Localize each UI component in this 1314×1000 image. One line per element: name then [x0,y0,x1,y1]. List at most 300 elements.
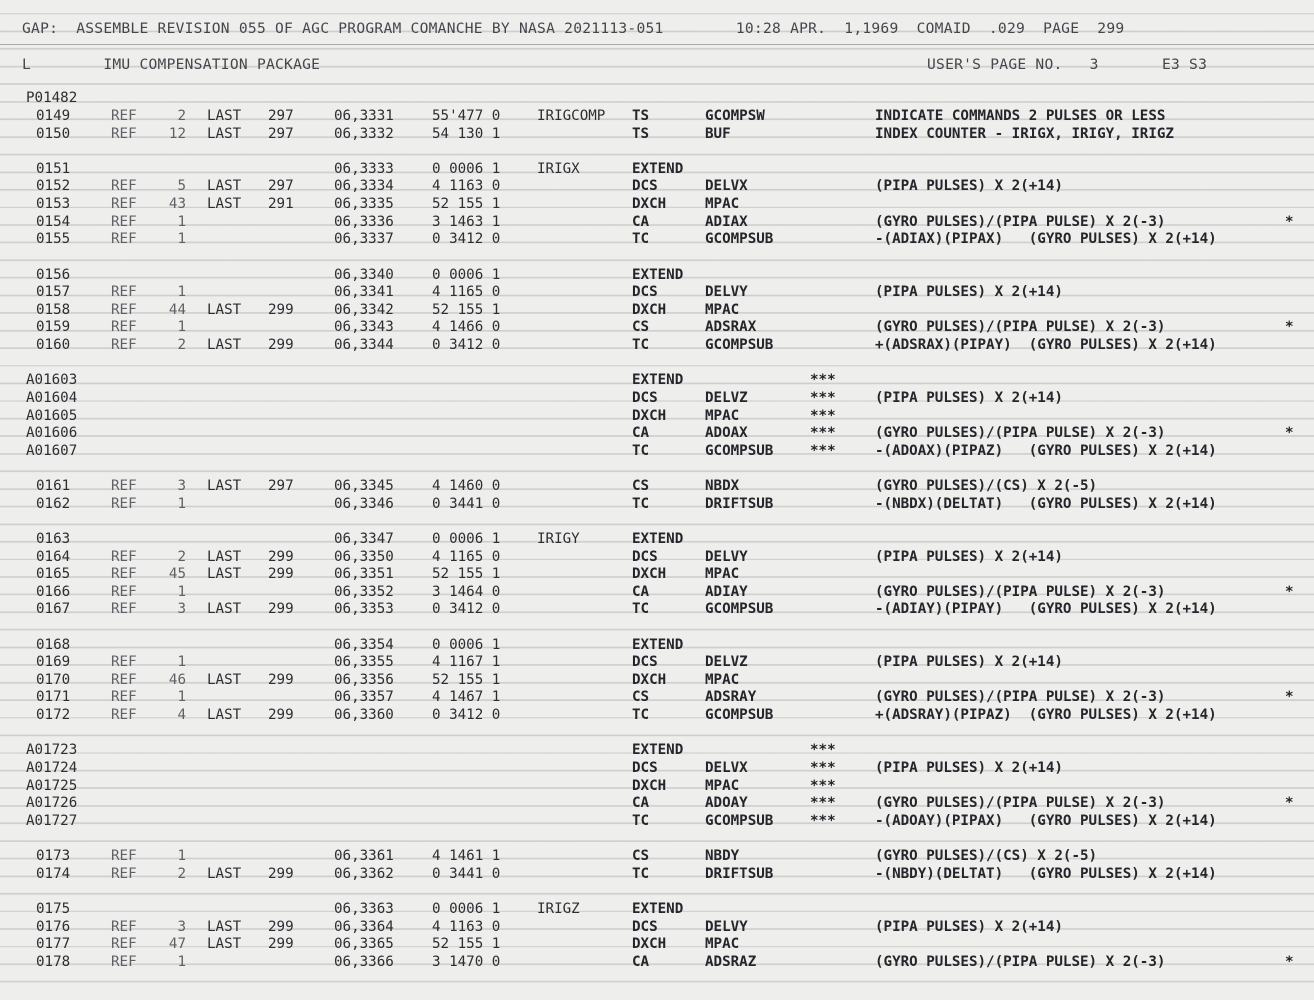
ref-count: 2 [177,548,186,565]
ref-label: REF [111,918,137,935]
line-number: 0151 [36,160,71,177]
symbol-label: IRIGCOMP [537,108,606,124]
ref-count: 1 [177,848,186,865]
opcode: TS [632,125,650,142]
octal-word: 3 1464 0 [432,583,501,600]
flag-marks: *** [810,442,836,459]
address: 06,3336 [334,213,394,230]
comment: (PIPA PULSES) X 2(+14) [875,759,1063,776]
opcode: CA [632,213,650,230]
last-label: LAST [207,936,242,953]
address: 06,3356 [334,671,394,688]
alteration-id: A01606 [26,425,78,442]
listing-row [0,689,1314,707]
address: 06,3364 [334,918,394,935]
operand: DELVZ [705,389,748,406]
last-label: LAST [207,337,242,354]
operand: NBDX [705,478,740,495]
operand: DRIFTSUB [705,495,774,512]
line-number: 0155 [36,231,71,248]
operand: DELVX [705,178,748,195]
octal-word: 4 1467 1 [432,689,501,706]
ref-label: REF [111,865,137,882]
opcode: CS [632,689,650,706]
operand: MPAC [705,301,740,318]
last-label: LAST [207,566,242,583]
listing-row [0,178,1314,196]
listing-row [0,954,1314,972]
ref-count: 46 [168,671,186,688]
alteration-id: A01726 [26,795,78,812]
octal-word: 0 0006 1 [432,530,501,547]
flag-marks: *** [810,372,836,389]
last-page: 297 [268,178,294,195]
ref-label: REF [111,108,137,124]
blank-row [0,619,1314,637]
octal-word: 0 3412 0 [432,231,501,248]
ref-count: 44 [168,301,186,318]
flag-marks: *** [810,759,836,776]
operand: ADSRAX [705,319,757,336]
octal-word: 4 1466 0 [432,319,501,336]
listing-row [0,531,1314,549]
operand: GCOMPSUB [705,442,774,459]
continuation-star: * [1285,319,1294,336]
ref-count: 3 [177,601,186,618]
address: 06,3337 [334,231,394,248]
line-number: 0165 [36,566,71,583]
ref-label: REF [111,301,137,318]
address: 06,3355 [334,654,394,671]
continuation-star: * [1285,583,1294,600]
line-number: 0157 [36,284,71,301]
section-id: P01482 [26,90,78,106]
address: 06,3362 [334,865,394,882]
line-number: 0162 [36,495,71,512]
listing-row [0,126,1314,144]
opcode: DCS [632,548,658,565]
ref-count: 1 [177,953,186,970]
operand: MPAC [705,671,740,688]
octal-word: 0 3441 0 [432,495,501,512]
opcode: CS [632,478,650,495]
alteration-row [0,390,1314,408]
line-number: 0166 [36,583,71,600]
ref-count: 1 [177,495,186,512]
octal-word: 0 3412 0 [432,601,501,618]
address: 06,3351 [334,566,394,583]
comment: -(ADOAX)(PIPAZ) (GYRO PULSES) X 2(+14) [875,442,1217,459]
listing-row [0,901,1314,919]
opcode: TC [632,495,650,512]
alteration-id: A01723 [26,742,78,759]
opcode: DCS [632,759,658,776]
operand: ADIAX [705,213,748,230]
ref-label: REF [111,337,137,354]
opcode: TS [632,108,650,124]
listing-row [0,302,1314,320]
last-label: LAST [207,671,242,688]
opcode: DXCH [632,777,667,794]
ref-count: 4 [177,707,186,724]
ref-count: 2 [177,337,186,354]
blank-row [0,725,1314,743]
alteration-row [0,425,1314,443]
opcode: EXTEND [632,530,684,547]
octal-word: 54 130 1 [432,125,501,142]
octal-word: 4 1163 0 [432,918,501,935]
line-number: 0152 [36,178,71,195]
line-number: 0177 [36,936,71,953]
address: 06,3345 [334,478,394,495]
listing-row [0,601,1314,619]
last-label: LAST [207,707,242,724]
line-number: 0173 [36,848,71,865]
ref-label: REF [111,125,137,142]
operand: GCOMPSUB [705,337,774,354]
address: 06,3334 [334,178,394,195]
operand: ADOAX [705,425,748,442]
ref-count: 5 [177,178,186,195]
line-number: 0159 [36,319,71,336]
comment: (GYRO PULSES)/(PIPA PULSE) X 2(-3) [875,795,1166,812]
address: 06,3360 [334,707,394,724]
last-page: 291 [268,196,294,213]
alteration-id: A01607 [26,442,78,459]
operand: BUF [705,125,731,142]
opcode: EXTEND [632,900,684,917]
ref-count: 1 [177,213,186,230]
last-page: 299 [268,936,294,953]
listing-row [0,848,1314,866]
operand: DRIFTSUB [705,865,774,882]
listing-row [0,267,1314,285]
last-label: LAST [207,548,242,565]
comment: INDICATE COMMANDS 2 PULSES OR LESS [875,108,1166,124]
symbol-label: IRIGX [537,160,580,177]
continuation-star: * [1285,795,1294,812]
octal-word: 0 3412 0 [432,707,501,724]
opcode: EXTEND [632,636,684,653]
ref-count: 2 [177,865,186,882]
octal-word: 52 155 1 [432,196,501,213]
address: 06,3363 [334,900,394,917]
listing-row [0,654,1314,672]
line-number: 0172 [36,707,71,724]
flag-marks: *** [810,795,836,812]
flag-marks: *** [810,407,836,424]
comment: (GYRO PULSES)/(PIPA PULSE) X 2(-3) [875,583,1166,600]
opcode: DCS [632,389,658,406]
last-label: LAST [207,125,242,142]
listing-row [0,478,1314,496]
line-number: 0175 [36,900,71,917]
listing-row [0,637,1314,655]
comment: (GYRO PULSES)/(PIPA PULSE) X 2(-3) [875,425,1166,442]
operand: DELVY [705,548,748,565]
last-label: LAST [207,865,242,882]
listing-row [0,108,1314,126]
address: 06,3346 [334,495,394,512]
section-id-row [0,90,1314,108]
opcode: DCS [632,284,658,301]
line-number: 0167 [36,601,71,618]
ref-label: REF [111,495,137,512]
address: 06,3335 [334,196,394,213]
last-page: 297 [268,125,294,142]
comment: +(ADSRAY)(PIPAZ) (GYRO PULSES) X 2(+14) [875,707,1217,724]
comment: -(ADOAY)(PIPAX) (GYRO PULSES) X 2(+14) [875,812,1217,829]
comment: (PIPA PULSES) X 2(+14) [875,548,1063,565]
section-header-title: L IMU COMPENSATION PACKAGE [22,56,321,73]
symbol-label: IRIGY [537,530,580,547]
listing-row [0,707,1314,725]
ref-count: 1 [177,654,186,671]
last-page: 299 [268,548,294,565]
line-number: 0153 [36,196,71,213]
address: 06,3352 [334,583,394,600]
comment: INDEX COUNTER - IRIGX, IRIGY, IRIGZ [875,125,1174,142]
comment: -(ADIAX)(PIPAX) (GYRO PULSES) X 2(+14) [875,231,1217,248]
ref-label: REF [111,671,137,688]
last-page: 299 [268,918,294,935]
operand: GCOMPSUB [705,231,774,248]
address: 06,3347 [334,530,394,547]
opcode: CA [632,795,650,812]
line-number: 0161 [36,478,71,495]
comment: (GYRO PULSES)/(CS) X 2(-5) [875,478,1098,495]
line-number: 0150 [36,125,71,142]
flag-marks: *** [810,389,836,406]
user-page-number: USER'S PAGE NO. 3 E3 S3 [927,56,1208,73]
opcode: EXTEND [632,372,684,389]
octal-word: 4 1165 0 [432,548,501,565]
ref-label: REF [111,936,137,953]
line-number: 0160 [36,337,71,354]
blank-row [0,830,1314,848]
alteration-id: A01604 [26,389,78,406]
octal-word: 4 1460 0 [432,478,501,495]
ref-label: REF [111,953,137,970]
operand: ADSRAZ [705,953,757,970]
address: 06,3331 [334,108,394,124]
opcode: DXCH [632,301,667,318]
ref-label: REF [111,654,137,671]
operand: MPAC [705,196,740,213]
last-page: 299 [268,865,294,882]
opcode: TC [632,442,650,459]
octal-word: 0 0006 1 [432,266,501,283]
listing-row [0,196,1314,214]
alteration-row [0,372,1314,390]
alteration-id: A01724 [26,759,78,776]
opcode: DXCH [632,671,667,688]
opcode: TC [632,865,650,882]
ref-count: 1 [177,689,186,706]
listing-row [0,337,1314,355]
operand: DELVZ [705,654,748,671]
flag-marks: *** [810,742,836,759]
alteration-id: A01603 [26,372,78,389]
line-number: 0164 [36,548,71,565]
ref-count: 1 [177,583,186,600]
comment: (PIPA PULSES) X 2(+14) [875,389,1063,406]
last-label: LAST [207,601,242,618]
address: 06,3353 [334,601,394,618]
operand: MPAC [705,936,740,953]
octal-word: 3 1463 1 [432,213,501,230]
ref-count: 1 [177,284,186,301]
address: 06,3333 [334,160,394,177]
line-number: 0170 [36,671,71,688]
last-page: 299 [268,337,294,354]
ref-label: REF [111,548,137,565]
operand: GCOMPSUB [705,601,774,618]
last-label: LAST [207,178,242,195]
blank-row [0,883,1314,901]
octal-word: 52 155 1 [432,301,501,318]
operand: ADOAY [705,795,748,812]
octal-word: 0 3412 0 [432,337,501,354]
last-label: LAST [207,196,242,213]
alteration-row [0,443,1314,461]
comment: +(ADSRAX)(PIPAY) (GYRO PULSES) X 2(+14) [875,337,1217,354]
octal-word: 3 1470 0 [432,953,501,970]
opcode: EXTEND [632,742,684,759]
alteration-id: A01605 [26,407,78,424]
comment: (PIPA PULSES) X 2(+14) [875,178,1063,195]
ref-label: REF [111,196,137,213]
opcode: TC [632,812,650,829]
last-page: 297 [268,108,294,124]
octal-word: 52 155 1 [432,936,501,953]
operand: DELVX [705,759,748,776]
alteration-id: A01725 [26,777,78,794]
octal-word: 0 0006 1 [432,160,501,177]
address: 06,3354 [334,636,394,653]
address: 06,3341 [334,284,394,301]
alteration-row [0,813,1314,831]
alteration-row [0,795,1314,813]
last-label: LAST [207,108,242,124]
last-page: 299 [268,301,294,318]
comment: (GYRO PULSES)/(CS) X 2(-5) [875,848,1098,865]
octal-word: 0 0006 1 [432,636,501,653]
opcode: DXCH [632,196,667,213]
listing-row [0,496,1314,514]
address: 06,3332 [334,125,394,142]
address: 06,3361 [334,848,394,865]
ref-count: 3 [177,918,186,935]
last-page: 299 [268,671,294,688]
comment: (GYRO PULSES)/(PIPA PULSE) X 2(-3) [875,953,1166,970]
ref-count: 1 [177,231,186,248]
ref-count: 1 [177,319,186,336]
alteration-row [0,760,1314,778]
line-number: 0156 [36,266,71,283]
listing-row [0,672,1314,690]
ref-label: REF [111,848,137,865]
opcode: DCS [632,178,658,195]
address: 06,3357 [334,689,394,706]
opcode: DXCH [632,407,667,424]
blank-row [0,355,1314,373]
operand: ADIAY [705,583,748,600]
ref-count: 43 [168,196,186,213]
address: 06,3340 [334,266,394,283]
listing-row [0,936,1314,954]
line-number: 0176 [36,918,71,935]
ref-count: 45 [168,566,186,583]
continuation-star: * [1285,689,1294,706]
last-page: 299 [268,566,294,583]
symbol-label: IRIGZ [537,900,580,917]
last-label: LAST [207,301,242,318]
ref-label: REF [111,601,137,618]
last-label: LAST [207,918,242,935]
listing-row [0,284,1314,302]
line-number: 0154 [36,213,71,230]
line-number: 0158 [36,301,71,318]
octal-word: 4 1163 0 [432,178,501,195]
opcode: CS [632,319,650,336]
address: 06,3350 [334,548,394,565]
blank-row [0,460,1314,478]
blank-row [0,143,1314,161]
comment: (GYRO PULSES)/(PIPA PULSE) X 2(-3) [875,319,1166,336]
octal-word: 0 0006 1 [432,900,501,917]
octal-word: 55'477 0 [432,108,501,124]
ref-label: REF [111,707,137,724]
last-page: 299 [268,707,294,724]
ref-label: REF [111,583,137,600]
opcode: TC [632,601,650,618]
octal-word: 52 155 1 [432,671,501,688]
comment: (PIPA PULSES) X 2(+14) [875,284,1063,301]
ref-label: REF [111,231,137,248]
opcode: DCS [632,918,658,935]
opcode: CA [632,953,650,970]
operand: DELVY [705,284,748,301]
address: 06,3344 [334,337,394,354]
ref-count: 47 [168,936,186,953]
continuation-star: * [1285,213,1294,230]
comment: (PIPA PULSES) X 2(+14) [875,654,1063,671]
address: 06,3365 [334,936,394,953]
continuation-star: * [1285,953,1294,970]
alteration-id: A01727 [26,812,78,829]
ref-count: 12 [168,125,186,142]
octal-word: 52 155 1 [432,566,501,583]
octal-word: 4 1165 0 [432,284,501,301]
ref-count: 3 [177,478,186,495]
ref-label: REF [111,689,137,706]
listing-row [0,866,1314,884]
listing-row [0,214,1314,232]
operand: MPAC [705,407,740,424]
continuation-star: * [1285,425,1294,442]
flag-marks: *** [810,777,836,794]
line-number: 0178 [36,953,71,970]
opcode: CA [632,583,650,600]
opcode: EXTEND [632,266,684,283]
address: 06,3342 [334,301,394,318]
listing-row [0,319,1314,337]
octal-word: 0 3441 0 [432,865,501,882]
address: 06,3343 [334,319,394,336]
ref-label: REF [111,478,137,495]
alteration-row [0,778,1314,796]
